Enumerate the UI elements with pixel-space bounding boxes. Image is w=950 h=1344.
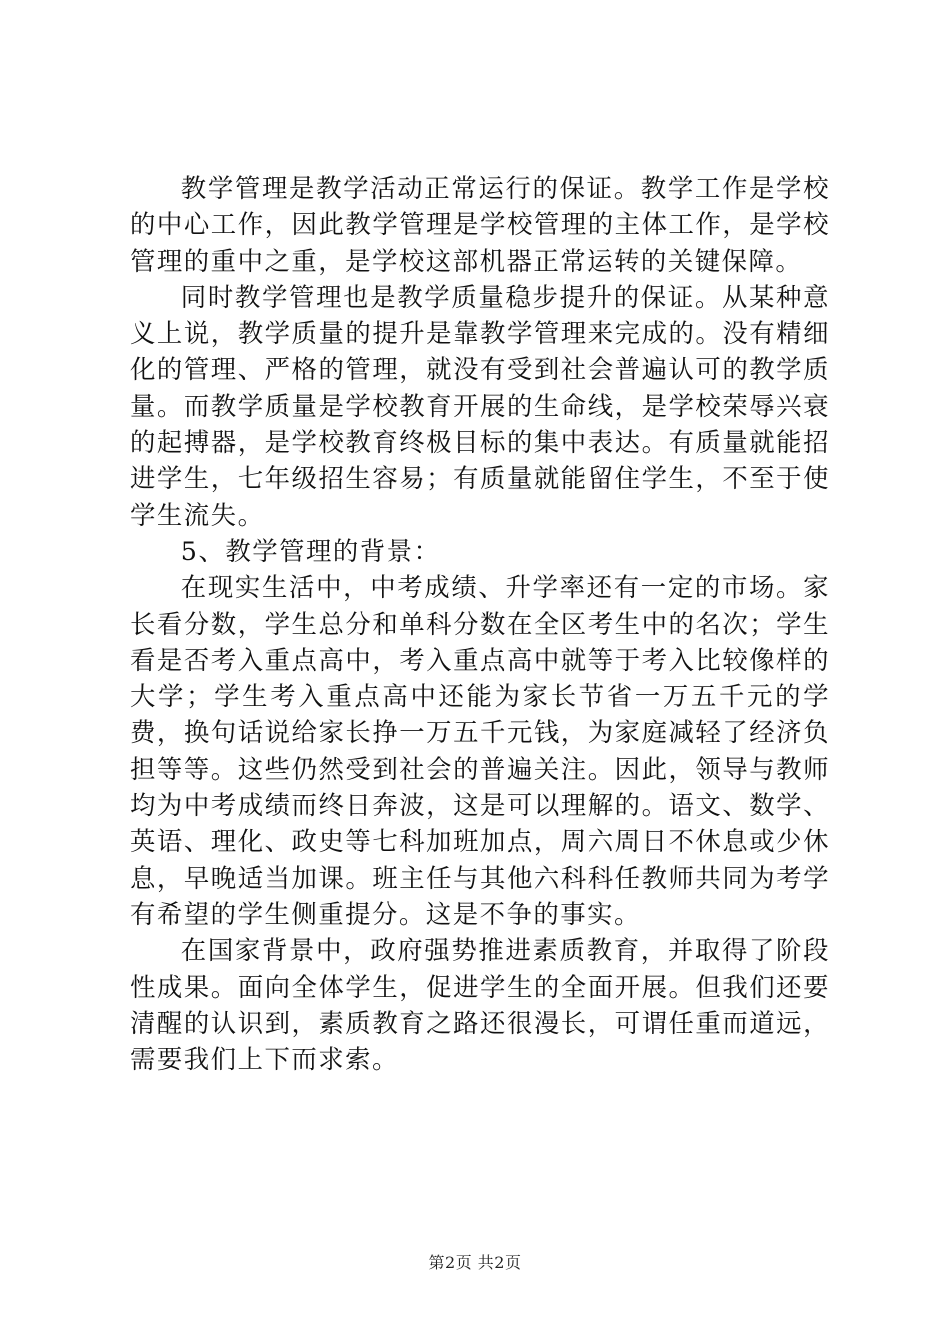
section-heading-background: 5、教学管理的背景：	[180, 535, 441, 566]
page-footer: 第2页 共2页	[428, 1253, 522, 1272]
paragraph-teaching-quality: 同时教学管理也是教学质量稳步提升的保证。从某种意义上说，教学质量的提升是靠教学管理来完成的。没有精细化的管理、严格的管理，就没有受到社会普遍认可的教学质量。而教学质量是学校教育开展的生命线，是学校荣辱兴衰的起搏器，是学校教育终极目标的集中表达。有质量就能招进学生，七年级招生容易；有质量就能留住学生，不至于使学生流失。	[130, 281, 830, 530]
paragraph-national-context: 在国家背景中，政府强势推进素质教育，并取得了阶段性成果。面向全体学生，促进学生的全面开展。但我们还要清醒的认识到，素质教育之路还很漫长，可谓任重而道远，需要我们上下而求索。	[130, 935, 830, 1075]
paragraph-teaching-management-guarantee: 教学管理是教学活动正常运行的保证。教学工作是学校的中心工作，因此教学管理是学校管理的主体工作，是学校管理的重中之重，是学校这部机器正常运转的关键保障。	[130, 173, 830, 276]
document-body	[130, 170, 830, 1077]
paragraph-real-life-context: 在现实生活中，中考成绩、升学率还有一定的市场。家长看分数，学生总分和单科分数在全区考生中的名次；学生看是否考入重点高中，考入重点高中就等于考入比较像样的大学；学生考入重点高中还能为家长节省一万五千元的学费，换句话说给家长挣一万五千元钱，为家庭减轻了经济负担等等。这些仍然受到社会的普遍关注。因此，领导与教师均为中考成绩而终日奔波，这是可以理解的。语文、数学、英语、理化、政史等七科加班加点，周六周日不休息或少休息，早晚适当加课。班主任与其他六科科任教师共同为考学有希望的学生侧重提分。这是不争的事实。	[130, 572, 830, 929]
